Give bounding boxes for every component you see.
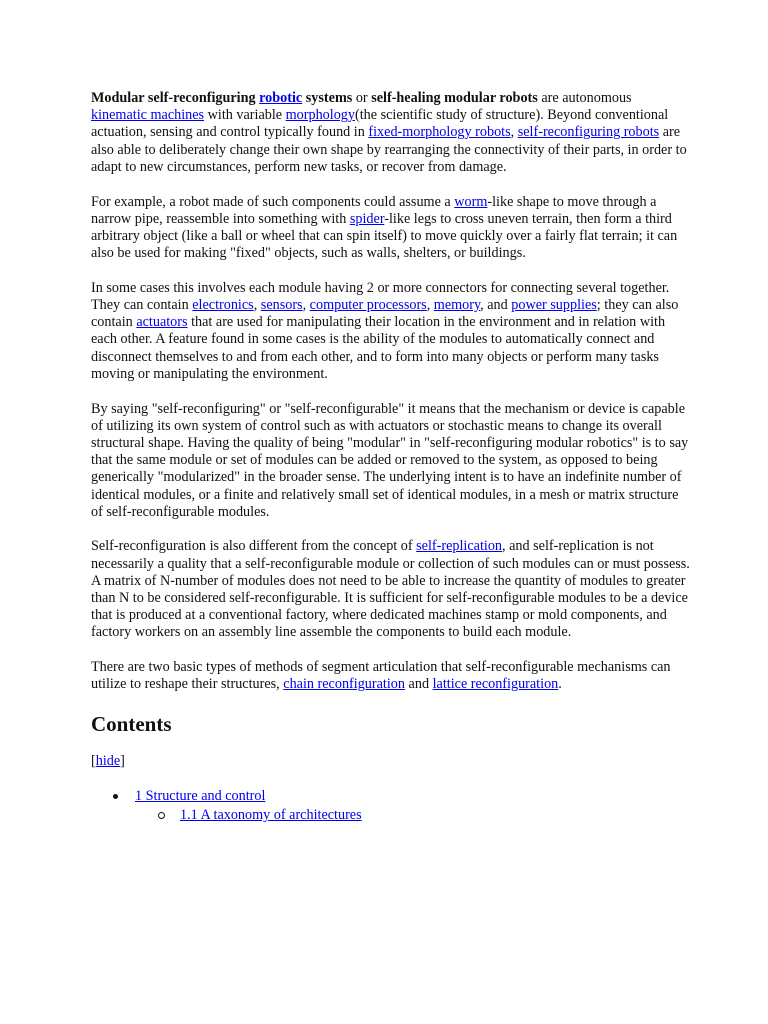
text-run: that are used for manipulating their location in the environment and in relation with each other. A feature found in some cases is the ability of the modules to automatically connect and disconnect themselves to and from each other, and to form into many objects or perform many tasks moving or manipulating the environment. bbox=[91, 314, 666, 382]
text-run: or bbox=[352, 90, 372, 106]
text-run: , and self-replication is not necessarily a quality that a self-reconfigurable module or collection of such modules can or must possess. A matrix of N-number of modules does not need to be able to increase the quantity of modules to greater than N to be considered self-reconfigurable. It is sufficient for self-reconfigurable modules to be a device that is produced at a conventional factory, where dedicated machines stamp or mold components, and factory workers on an assembly line assemble the components to build each module. bbox=[91, 538, 690, 641]
text-run: , bbox=[426, 297, 434, 314]
text-run: , bbox=[302, 297, 310, 314]
bullet-icon bbox=[113, 794, 118, 799]
table-of-contents bbox=[91, 787, 691, 824]
inline-link[interactable]: kinematic machines bbox=[91, 107, 205, 124]
article-paragraph bbox=[91, 401, 691, 521]
toc-toggle bbox=[91, 753, 691, 770]
circle-bullet-icon bbox=[158, 812, 165, 819]
toc-link[interactable]: 1 Structure and control bbox=[135, 788, 266, 805]
text-run: , bbox=[510, 124, 518, 141]
inline-link[interactable]: robotic bbox=[259, 90, 303, 106]
article-paragraph bbox=[91, 659, 691, 693]
text-run: Self-reconfiguration is also different from the concept of bbox=[91, 538, 417, 555]
toc-bracket-close: ] bbox=[120, 753, 125, 770]
text-run: , bbox=[253, 297, 261, 314]
article-paragraph bbox=[91, 194, 691, 263]
text-run: For example, a robot made of such components could assume a bbox=[91, 193, 455, 210]
text-run: In some cases this involves each module having 2 or more connectors for connecting several together. They can contain bbox=[91, 279, 670, 314]
inline-link[interactable]: fixed-morphology robots bbox=[368, 124, 511, 141]
inline-link[interactable]: electronics bbox=[192, 297, 254, 314]
toc-item bbox=[91, 806, 691, 825]
inline-link[interactable]: morphology bbox=[285, 107, 355, 124]
text-run: Modular self-reconfiguring bbox=[91, 90, 260, 106]
text-run: and bbox=[405, 676, 433, 693]
inline-link[interactable]: actuators bbox=[136, 314, 188, 331]
text-run: ; they can also contain bbox=[91, 297, 679, 331]
inline-link[interactable]: memory bbox=[433, 297, 481, 314]
text-run: -like legs to cross uneven terrain, then form a third arbitrary object (like a ball or wheel that can spin itself) to move quickly over a fairly flat terrain; it can also be used for making "fixed" objects, such as walls, shelters, or buildings. bbox=[91, 210, 678, 262]
text-run: -like shape to move through a narrow pipe, reassemble into something with bbox=[91, 193, 657, 227]
text-run: are autonomous bbox=[537, 90, 632, 106]
contents-heading: Contents bbox=[91, 712, 172, 737]
text-run: . bbox=[558, 676, 562, 693]
article-paragraph bbox=[91, 90, 691, 176]
toc-link[interactable]: 1.1 A taxonomy of architectures bbox=[180, 806, 362, 823]
text-run: self-healing modular robots bbox=[371, 90, 538, 106]
inline-link[interactable]: sensors bbox=[260, 297, 303, 314]
article-body bbox=[91, 90, 691, 694]
inline-link[interactable]: worm bbox=[454, 193, 488, 210]
text-run: There are two basic types of methods of segment articulation that self-reconfigurable mechanisms can utilize to reshape their structures, bbox=[91, 659, 671, 693]
inline-link[interactable]: chain reconfiguration bbox=[283, 676, 405, 693]
text-run: , and bbox=[480, 297, 512, 314]
inline-link[interactable]: lattice reconfiguration bbox=[432, 676, 559, 693]
inline-link[interactable]: computer processors bbox=[309, 297, 427, 314]
inline-link[interactable]: spider bbox=[349, 210, 385, 227]
toc-item bbox=[91, 787, 691, 806]
text-run: systems bbox=[302, 90, 353, 106]
inline-link[interactable]: self-replication bbox=[416, 538, 503, 555]
inline-link[interactable]: self-reconfiguring robots bbox=[517, 124, 660, 141]
text-run: By saying "self-reconfiguring" or "self-reconfigurable" it means that the mechanism or device is capable of utilizing its own system of control such as with actuators or stochastic means to change its overall structural shape. Having the quality of being "modular" in "self-reconfiguring modular robotics" is to say that the same module or set of modules can be added or removed to the system, as opposed to being generically "modularized" in the broader sense. The underlying intent is to have an indefinite number of identical modules, or a finite and relatively small set of identical modules, in a mesh or matrix structure of self-reconfigurable modules. bbox=[91, 400, 689, 520]
hide-toc-link[interactable]: hide bbox=[95, 753, 121, 770]
article-paragraph bbox=[91, 538, 691, 641]
inline-link[interactable]: power supplies bbox=[511, 297, 597, 314]
toc-bracket-open: [ bbox=[91, 753, 96, 770]
text-run: are also able to deliberately change their own shape by rearranging the connectivity of their parts, in order to adapt to new circumstances, perform new tasks, or recover from damage. bbox=[91, 124, 687, 175]
text-run: (the scientific study of structure). Beyond conventional actuation, sensing and control typically found in bbox=[91, 107, 669, 141]
article bbox=[91, 90, 691, 824]
article-paragraph bbox=[91, 280, 691, 383]
text-run: with variable bbox=[204, 107, 286, 124]
